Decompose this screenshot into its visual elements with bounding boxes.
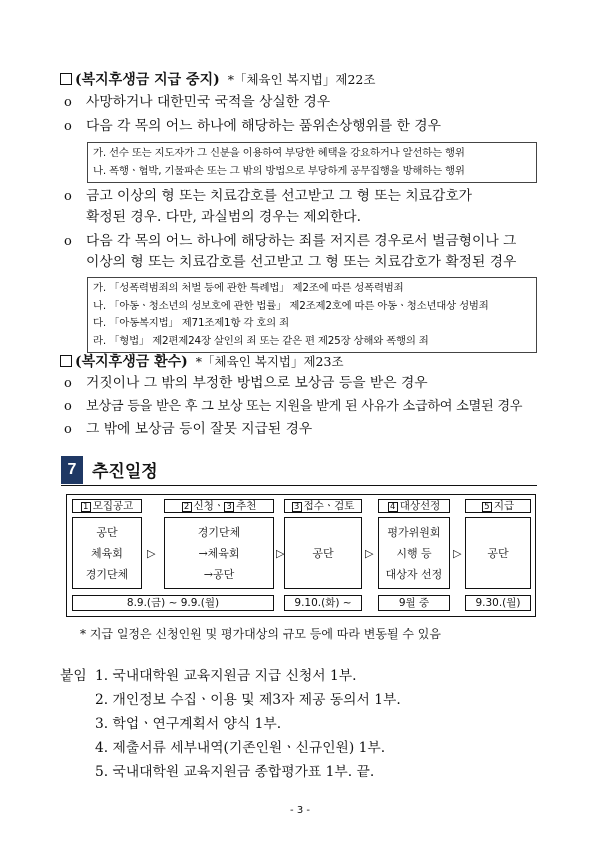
section-title-recovery: (복지후생금 환수) *「체육인 복지법」제23조 bbox=[60, 351, 344, 371]
checkbox-square-icon bbox=[60, 355, 72, 367]
list-item: o 그 밖에 보상금 등이 잘못 지급된 경우 bbox=[64, 421, 313, 437]
circle-bullet-icon: o bbox=[64, 119, 72, 134]
attachment-item: 1. 국내대학원 교육지원금 지급 신청서 1부. bbox=[95, 668, 357, 684]
list-item: o 금고 이상의 형 또는 치료감호를 선고받고 그 형 또는 치료감호가 bbox=[64, 188, 472, 204]
schedule-diagram bbox=[66, 494, 536, 617]
arrow-right-icon: ▷ bbox=[276, 547, 285, 560]
note-box-conduct bbox=[87, 142, 537, 183]
note-box-crimes bbox=[87, 277, 537, 353]
section-divider bbox=[61, 485, 537, 486]
checkbox-square-icon bbox=[60, 73, 72, 85]
circle-bullet-icon: o bbox=[64, 189, 72, 204]
attachment-item: 2. 개인정보 수집ㆍ이용 및 제3자 제공 동의서 1부. bbox=[95, 692, 401, 708]
list-item-continuation: 이상의 형 또는 치료감호를 선고받고 그 형 또는 치료감호가 확정된 경우 bbox=[86, 254, 517, 270]
list-item: o 다음 각 목의 어느 하나에 해당하는 죄를 저지른 경우로서 벌금형이나 그 bbox=[64, 233, 517, 249]
phase-body-3: 공단 bbox=[284, 517, 362, 589]
phase-date-5: 9.30.(월) bbox=[465, 595, 531, 611]
list-item: o 사망하거나 대한민국 국적을 상실한 경우 bbox=[64, 94, 331, 110]
phase-header-3: 3 접수ㆍ검토 bbox=[284, 499, 362, 513]
attachment-label: 붙임 bbox=[60, 668, 87, 684]
note-line: 나. 「아동ㆍ청소년의 성보호에 관한 법률」 제2조제2호에 따른 아동ㆍ청소년대상 성범죄 bbox=[93, 299, 489, 312]
phase-date-1-2: 8.9.(금) ~ 9.9.(월) bbox=[72, 595, 274, 611]
attachment-item: 3. 학업ㆍ연구계획서 양식 1부. bbox=[95, 716, 282, 732]
circle-bullet-icon: o bbox=[64, 376, 72, 391]
section-title-schedule: 추진일정 bbox=[92, 462, 158, 482]
schedule-footnote: * 지급 일정은 신청인원 및 평가대상의 규모 등에 따라 변동될 수 있음 bbox=[80, 627, 441, 641]
arrow-right-icon: ▷ bbox=[365, 547, 374, 560]
phase-header-2: 2 신청ㆍ 3 추천 bbox=[164, 499, 274, 513]
section-title-suspension: (복지후생금 지급 중지) *「체육인 복지법」제22조 bbox=[60, 69, 375, 89]
phase-date-3: 9.10.(화) ~ bbox=[284, 595, 362, 611]
note-line: 라. 「형법」 제2편제24장 살인의 죄 또는 같은 편 제25장 상해와 폭행의 죄 bbox=[93, 334, 429, 347]
arrow-right-icon: ▷ bbox=[453, 547, 462, 560]
note-line: 다. 「아동복지법」 제71조제1항 각 호의 죄 bbox=[93, 317, 289, 329]
section-number-badge: 7 bbox=[61, 456, 83, 484]
circle-bullet-icon: o bbox=[64, 399, 72, 414]
law-reference: *「체육인 복지법」제23조 bbox=[195, 354, 344, 369]
circle-bullet-icon: o bbox=[64, 422, 72, 437]
phase-date-4: 9월 중 bbox=[378, 595, 450, 611]
note-line: 가. 「성폭력범죄의 처벌 등에 관한 특례법」 제2조에 따른 성폭력범죄 bbox=[93, 282, 404, 294]
phase-body-1: 공단 체육회 경기단체 bbox=[72, 517, 142, 589]
list-item-continuation: 확정된 경우. 다만, 과실범의 경우는 제외한다. bbox=[86, 209, 361, 225]
phase-header-5: 5 지급 bbox=[465, 499, 531, 513]
phase-body-2: 경기단체 →체육회 →공단 bbox=[164, 517, 274, 589]
note-line: 나. 폭행ㆍ협박, 기물파손 또는 그 밖의 방법으로 부당하게 공무집행을 방해하는 행위 bbox=[93, 164, 465, 177]
list-item: o 다음 각 목의 어느 하나에 해당하는 품위손상행위를 한 경우 bbox=[64, 118, 441, 134]
note-line: 가. 선수 또는 지도자가 그 신분을 이용하여 부당한 혜택을 강요하거나 알선하는 행위 bbox=[93, 147, 465, 159]
phase-body-5: 공단 bbox=[465, 517, 531, 589]
phase-header-1: 1 모집공고 bbox=[72, 499, 142, 513]
phase-header-4: 4 대상선정 bbox=[378, 499, 450, 513]
list-item: o 보상금 등을 받은 후 그 보상 또는 지원을 받게 된 사유가 소급하여 소멸된 경우 bbox=[64, 399, 523, 414]
attachment-item: 4. 제출서류 세부내역(기존인원ㆍ신규인원) 1부. bbox=[95, 740, 386, 756]
law-reference: *「체육인 복지법」제22조 bbox=[227, 72, 376, 87]
phase-body-4: 평가위원회 시행 등 대상자 선정 bbox=[378, 517, 450, 589]
page-number: - 3 - bbox=[290, 805, 310, 816]
circle-bullet-icon: o bbox=[64, 95, 72, 110]
circle-bullet-icon: o bbox=[64, 234, 72, 249]
list-item: o 거짓이나 그 밖의 부정한 방법으로 보상금 등을 받은 경우 bbox=[64, 375, 428, 391]
arrow-right-icon: ▷ bbox=[147, 547, 156, 560]
attachment-item: 5. 국내대학원 교육지원금 종합평가표 1부. 끝. bbox=[95, 764, 375, 780]
